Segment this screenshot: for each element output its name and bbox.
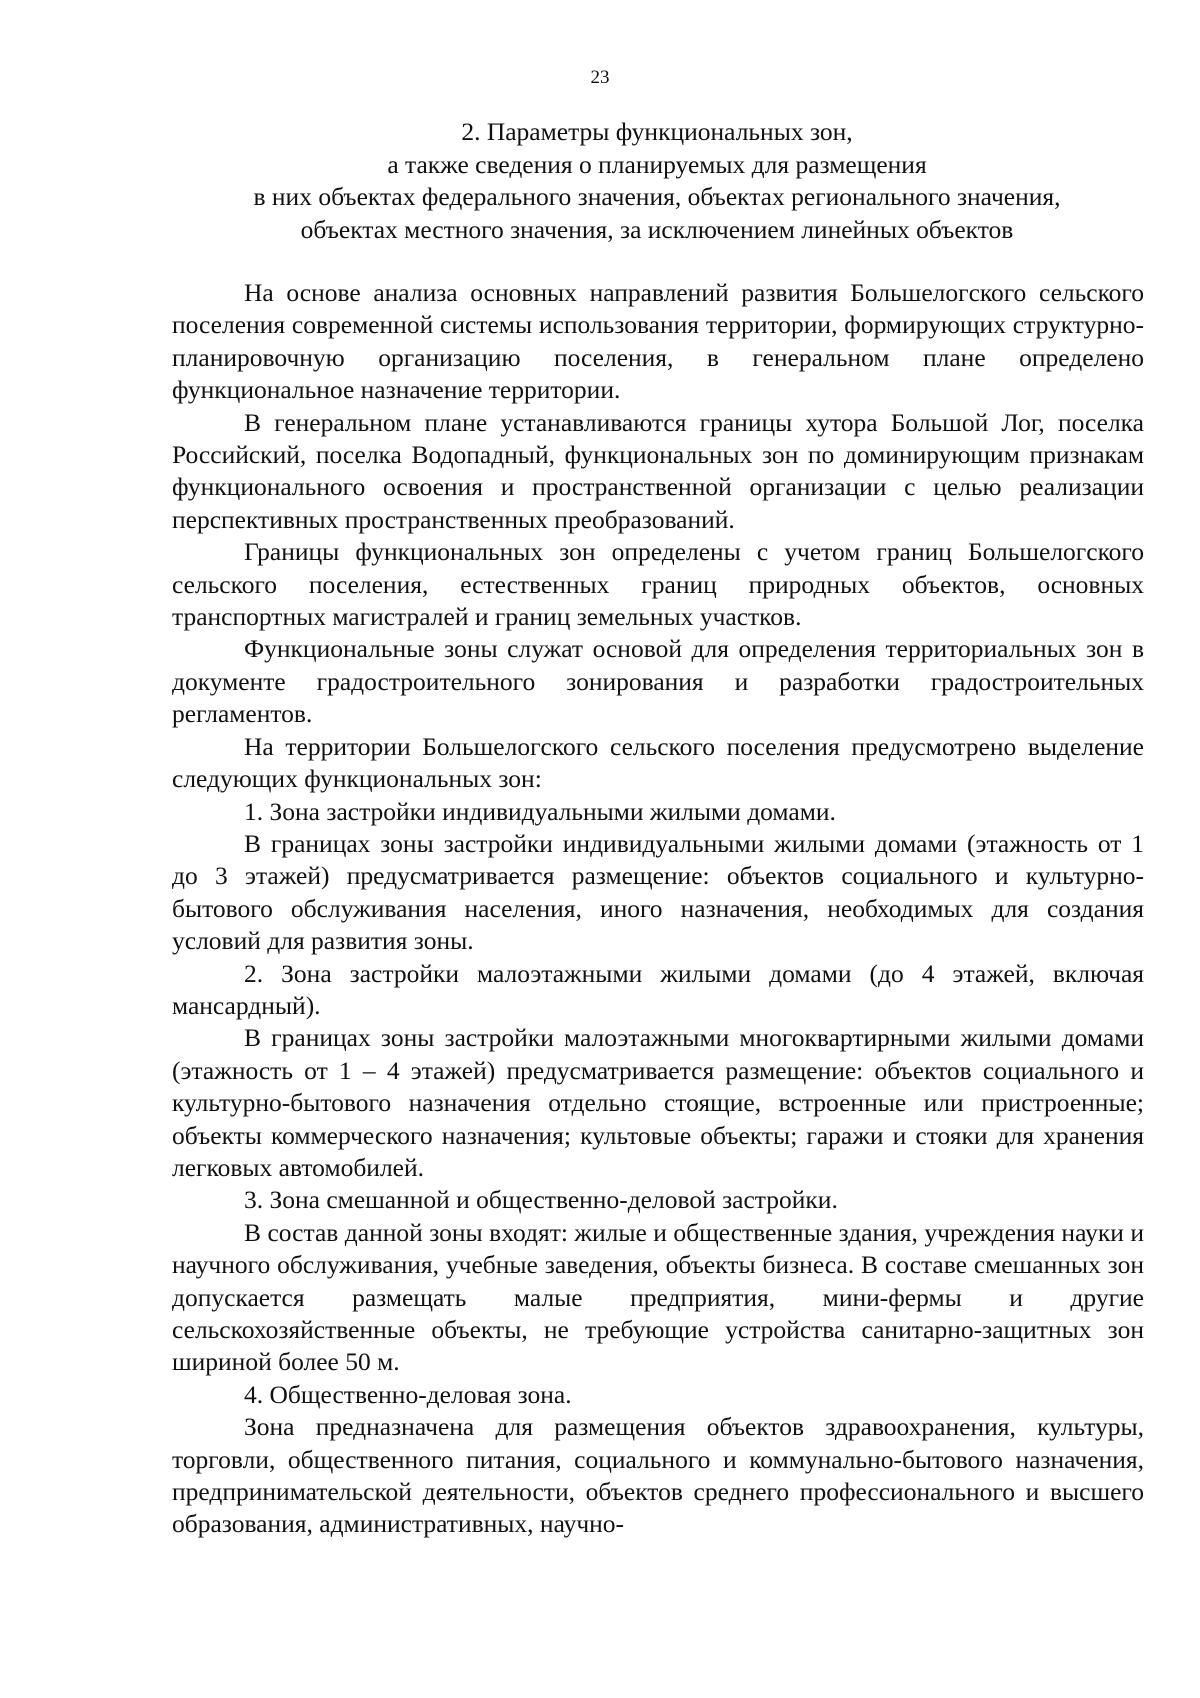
zone-3-description: В состав данной зоны входят: жилые и общественные здания, учреждения науки и научного обслуживания, учебные заведения, объекты бизнеса. В составе смешанных зон допускается размещать малые предприятия, мини-фермы и другие сельскохозяйственные объекты, не требующие устройства санитарно-защитных зон шириной более 50 м.: [172, 1217, 1144, 1377]
section-heading: [172, 116, 1142, 246]
zone-1-title: 1. Зона застройки индивидуальными жилыми домами.: [244, 796, 836, 826]
heading-line: объектах местного значения, за исключением линейных объектов: [300, 214, 1014, 244]
paragraph-zone-borders: Границы функциональных зон определены с учетом границ Большелогского сельского поселения, естественных границ природных объектов, основных транспортных магистралей и границ земельных участков.: [172, 537, 1144, 632]
heading-line: в них объектах федерального значения, объектах регионального значения,: [253, 182, 1061, 211]
heading-line: 2. Параметры функциональных зон,: [461, 117, 853, 146]
zone-3-title: 3. Зона смешанной и общественно-деловой застройки.: [244, 1185, 838, 1215]
heading-line: а также сведения о планируемых для размещения: [387, 149, 927, 179]
zone-1-description: В границах зоны застройки индивидуальными жилыми домами (этажность от 1 до 3 этажей) предусматривается размещение: объектов социального и культурно-бытового обслуживания населения, иного назначения, необходимых для создания условий для развития зоны.: [172, 828, 1144, 956]
paragraph-zone-basis: Функциональные зоны служат основой для определения территориальных зон в документе градостроительного зонирования и разработки градостроительных регламентов.: [172, 634, 1144, 729]
zone-2-description: В границах зоны застройки малоэтажными многоквартирными жилыми домами (этажность от 1 – 4 этажей) предусматривается размещение: объектов социального и культурно-бытового назначения отдельно стоящие, встроенные или пристроенные; объекты коммерческого назначения; культовые объекты; гаражи и стояки для хранения легковых автомобилей.: [172, 1023, 1144, 1182]
paragraph-zone-list-intro: На территории Большелогского сельского поселения предусмотрено выделение следующих функциональных зон:: [172, 731, 1144, 794]
zone-4-title: 4. Общественно-деловая зона.: [244, 1379, 572, 1409]
page-number: 23: [590, 67, 610, 88]
zone-2-title: 2. Зона застройки малоэтажными жилыми домами (до 4 этажей, включая мансардный).: [172, 958, 1144, 1020]
zone-4-description: Зона предназначена для размещения объектов здравоохранения, культуры, торговли, общественного питания, социального и коммунально-бытового назначения, предпринимательской деятельности, объектов среднего профессионального и высшего образования, административных, научно-: [172, 1412, 1144, 1539]
paragraph-intro: На основе анализа основных направлений развития Большелогского сельского поселения современной системы использования территории, формирующих структурно-планировочную организацию поселения, в генеральном плане определено функциональное назначение территории.: [172, 278, 1144, 405]
paragraph-boundaries: В генеральном плане устанавливаются границы хутора Большой Лог, поселка Российский, поселка Водопадный, функциональных зон по доминирующим признакам функционального освоения и пространственной организации с целью реализации перспективных пространственных преобразований.: [172, 407, 1144, 534]
body-text: [172, 277, 1144, 1541]
